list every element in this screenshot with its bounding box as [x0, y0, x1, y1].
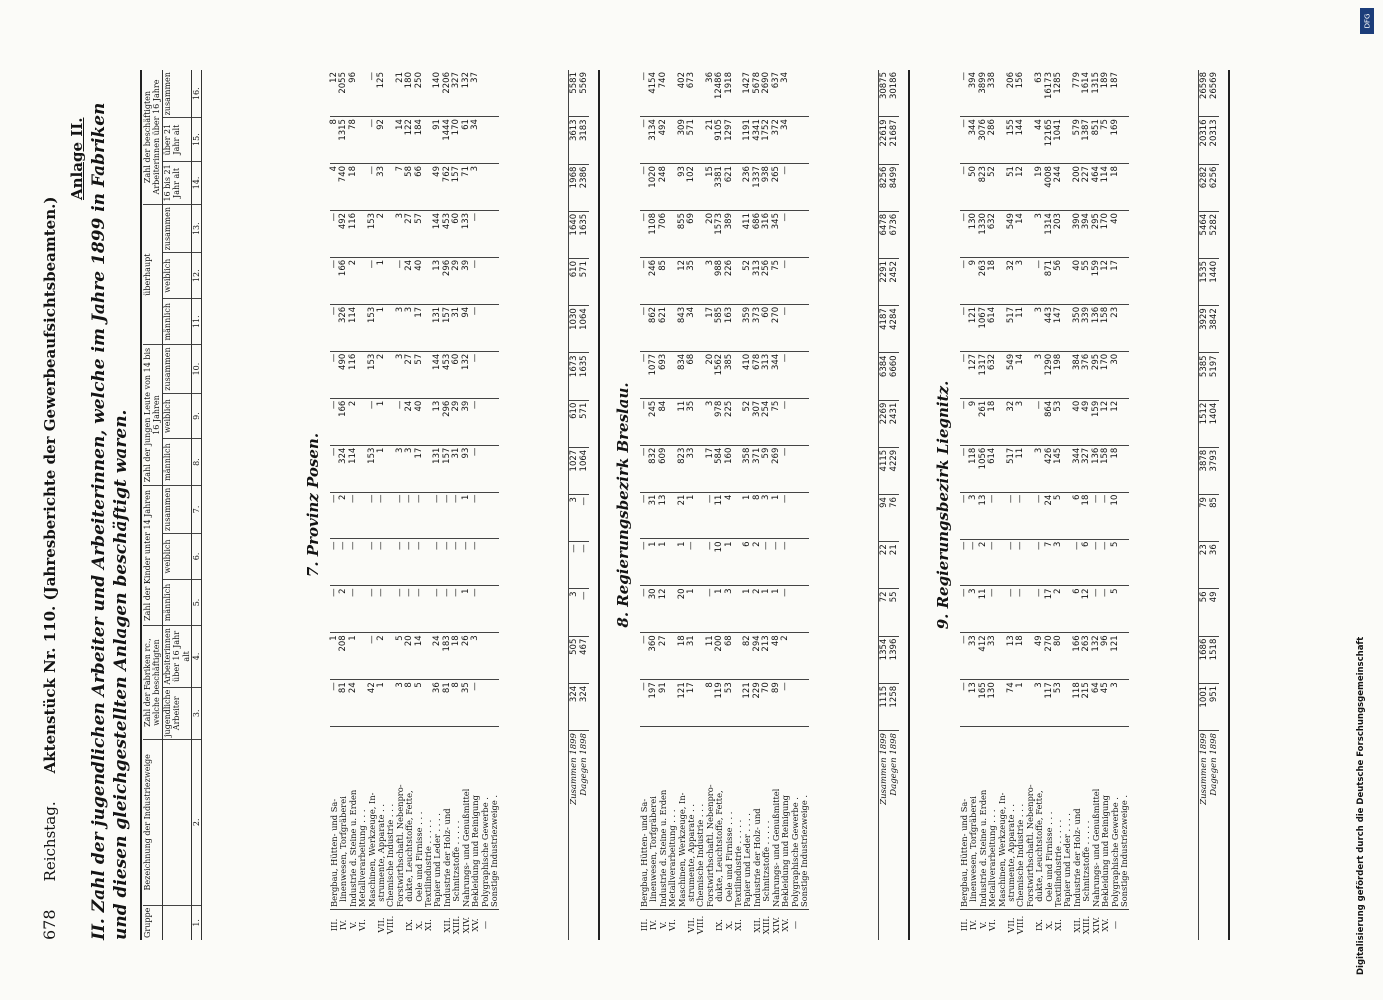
- totals-value: 3842: [1209, 306, 1219, 353]
- totals-value: 72: [879, 589, 890, 636]
- totals-value: 1115: [879, 683, 890, 730]
- hdr-gruppe: Gruppe: [143, 905, 162, 940]
- totals-label: Zusammen 1899: [879, 733, 889, 805]
- value-column: — 9 263 18 32 3 — 871 56 40 55 159 12 17: [960, 257, 1129, 304]
- totals-value: 571: [579, 400, 589, 447]
- totals-value: 22619: [879, 117, 890, 164]
- totals-value: 8499: [889, 164, 899, 211]
- totals-value: 2291: [879, 259, 890, 306]
- value-column: — 2 — — — — — — — — — 1 —: [330, 586, 499, 633]
- totals-value: 1635: [579, 211, 589, 258]
- value-column: — 121 1067 614 517 11 3 443 147 350 339 136 158 23: [960, 304, 1129, 351]
- totals-value: 1512: [1199, 400, 1210, 447]
- totals-label: Zusammen 1899: [1199, 733, 1209, 805]
- header-left: Reichstag.: [41, 801, 59, 882]
- totals-value: 3: [569, 589, 580, 636]
- totals-value: 467: [579, 636, 589, 683]
- hdr-bezeichnung: Bezeichnung der Industriezweige: [143, 739, 162, 905]
- value-column: — 4154 740 402 673 36 12486 1918 1427 5678 2690 637 34: [640, 70, 809, 117]
- totals-value: 1673: [569, 353, 580, 400]
- totals-value: 20313: [1209, 117, 1219, 164]
- table-header: [143, 70, 202, 940]
- value-column: — 394 3899 338 206 156 63 16173 1285 779 1614 1315 189 187: [960, 70, 1129, 117]
- totals-value: 2452: [889, 259, 899, 306]
- totals-value: 3613: [569, 117, 580, 164]
- column-number: 5.: [192, 579, 202, 625]
- totals-value: 6736: [889, 211, 899, 258]
- totals-value: —: [579, 495, 589, 542]
- hdr-sub-z: zusammen: [162, 70, 191, 118]
- totals-value: 94: [879, 495, 890, 542]
- value-column: — — 2 — — — — 7 3 — 6 — — 5: [960, 539, 1129, 586]
- totals-value: 324: [569, 683, 580, 730]
- totals-value: 5282: [1209, 211, 1219, 258]
- hdr-arbeiterinnen-16: Arbeiterinnen über 16 Jahr alt: [162, 626, 191, 688]
- totals-row: [1199, 70, 1210, 940]
- value-column: — 31 13 21 1 — 11 4 1 8 3 1 —: [640, 492, 809, 539]
- totals-value: 1030: [569, 306, 580, 353]
- hdr-sub-m: männlich: [162, 439, 191, 485]
- totals-value: 2386: [579, 164, 589, 211]
- group-numerals: III. IV. V. VI. VII. VIII. IX. X. XI. XII. XIII. XIV. XV. —: [639, 915, 800, 935]
- column-number: 16.: [192, 70, 202, 118]
- column-number: 3.: [192, 687, 202, 739]
- column-number: 9.: [192, 393, 202, 439]
- totals-row: [889, 70, 899, 940]
- table-row: [960, 70, 1129, 940]
- totals-value: 3: [569, 495, 580, 542]
- industry-labels: Bergbau, Hütten- und Sa- linenwesen, Torfgräberei Industrie d. Steine u. Erden Metallverarbeitung . . . Maschinen, Werkzeuge, In- strumente, Apparate . . Chemische Industrie . . . Forstwirthschaftl. Nebenpro- dukte, Leuchtstoffe, Fette, Oele und Firnisse . . . Textilindustrie . . . . . Papier und Leder . . . . Industrie der Holz- und Schnitzstoffe . . . . . Nahrungs- und Genußmittel Bekleidung und Reinigung Polygraphische Gewerbe . Sonstige Industriezweige .: [640, 727, 809, 910]
- totals-value: 1354: [879, 636, 890, 683]
- hdr-sub-z: zusammen: [162, 205, 191, 253]
- hdr-sub-16-21: 16 bis 21 Jahr alt: [162, 161, 191, 204]
- value-column: — 324 114 153 1 3 3 17 131 157 31 93 —: [330, 445, 499, 492]
- hdr-jugendliche: jugendliche Arbeiter: [162, 687, 191, 739]
- totals-value: 6384: [879, 353, 890, 400]
- value-column: — 246 85 12 35 3 988 226 52 313 256 75 —: [640, 257, 809, 304]
- totals-label: Dagegen 1898: [579, 733, 589, 796]
- totals-value: 79: [1199, 495, 1210, 542]
- value-column: — 1077 693 834 68 20 1562 385 410 678 313 344 —: [640, 351, 809, 398]
- totals-value: 6660: [889, 353, 899, 400]
- value-column: — 81 24 42 1 3 8 5 36 81 8 35 —: [330, 680, 499, 727]
- hdr-sub-m: männlich: [162, 579, 191, 625]
- totals-value: 1396: [889, 636, 899, 683]
- value-column: — 30 12 20 1 — 1 3 1 2 1 1 —: [640, 586, 809, 633]
- value-column: — 360 27 18 31 11 200 68 82 294 213 48 2: [640, 633, 809, 680]
- totals-row: [569, 70, 580, 940]
- totals-value: 505: [569, 636, 580, 683]
- value-column: — 492 116 153 2 3 27 57 144 453 60 133 —: [330, 210, 499, 257]
- totals-value: 3183: [579, 117, 589, 164]
- section-table: [330, 70, 499, 940]
- value-column: 12 2055 96 — 125 21 180 250 140 2206 327 132 37: [330, 70, 499, 117]
- hdr-arbeiterinnen: Zahl der beschäftigten Arbeiterinnen über 16 Jahre: [143, 70, 162, 205]
- hdr-kinder: Zahl der Kinder unter 14 Jahren: [143, 485, 162, 625]
- totals-value: 76: [889, 495, 899, 542]
- totals-table: [568, 70, 589, 940]
- value-column: 4 740 18 — 33 7 58 66 49 762 157 71 3: [330, 163, 499, 210]
- totals-value: 610: [569, 259, 580, 306]
- totals-value: 30875: [879, 70, 890, 117]
- table-top-rule: [140, 70, 142, 940]
- section-bottom-rule: [598, 70, 600, 940]
- totals-table: [1198, 70, 1219, 940]
- value-column: — 3 11 — — — — 17 2 6 12 — — 5: [960, 586, 1129, 633]
- digitization-text: Digitalisierung gefördert durch die Deutsche Forschungsgemeinschaft: [1356, 636, 1366, 975]
- hdr-sub-w: weiblich: [162, 393, 191, 439]
- value-column: — 50 823 52 51 12 19 4008 244 200 227 464 114 18: [960, 164, 1129, 211]
- totals-value: 26569: [1209, 70, 1219, 117]
- value-column: — 862 621 843 34 17 585 163 359 373 60 270 —: [640, 304, 809, 351]
- totals-value: 1968: [569, 164, 580, 211]
- totals-value: —: [579, 542, 589, 589]
- page-number: 678: [40, 909, 59, 940]
- section-bottom-rule: [1228, 70, 1230, 940]
- totals-value: 1635: [579, 353, 589, 400]
- totals-value: 4187: [879, 306, 890, 353]
- value-column: 1 208 1 — 2 5 20 14 24 183 18 26 3: [330, 633, 499, 680]
- totals-value: 6282: [1199, 164, 1210, 211]
- totals-value: 8256: [879, 164, 890, 211]
- totals-value: 1027: [569, 447, 580, 494]
- section-bottom-rule: [908, 70, 910, 940]
- value-column: — 344 3076 286 155 144 44 12165 1041 579 1387 851 75 169: [960, 117, 1129, 164]
- totals-value: 1404: [1209, 400, 1219, 447]
- totals-value: 1440: [1209, 259, 1219, 306]
- totals-value: 5385: [1199, 353, 1210, 400]
- value-column: — 1020 248 93 102 15 3381 621 236 1337 938 265 —: [640, 164, 809, 211]
- table-row: [640, 70, 809, 940]
- value-column: — 130 1330 632 549 14 3 1314 203 390 394 295 170 40: [960, 211, 1129, 258]
- hdr-sub-z: zusammen: [162, 345, 191, 393]
- totals-value: 6478: [879, 211, 890, 258]
- hdr-sub-m: männlich: [162, 299, 191, 345]
- totals-value: 1001: [1199, 683, 1210, 730]
- header-center: Aktenstück Nr. 110. (Jahresberichte der Gewerbeaufsichtsbeamten.): [41, 196, 59, 774]
- totals-value: 22: [879, 542, 890, 589]
- section-table: [640, 70, 809, 940]
- section-title: 9. Regierungsbezirk Liegnitz.: [934, 380, 952, 630]
- rotated-document-page: [0, 10, 1350, 1000]
- column-number: 8.: [192, 439, 202, 485]
- hdr-fabriken: Zahl der Fabriken rc., welche beschäftigten: [143, 626, 162, 740]
- totals-value: 324: [579, 683, 589, 730]
- value-column: — 13 165 130 74 1 3 117 53 118 215 64 45 3: [960, 680, 1129, 727]
- totals-value: 3929: [1199, 306, 1210, 353]
- column-number: 12.: [192, 253, 202, 299]
- totals-value: 85: [1209, 495, 1219, 542]
- value-column: — 3134 492 309 571 21 9105 1297 1191 4341 1752 372 34: [640, 117, 809, 164]
- column-number: 4.: [192, 626, 202, 688]
- totals-value: 610: [569, 400, 580, 447]
- hdr-sub-w: weiblich: [162, 253, 191, 299]
- hdr-sub-w: weiblich: [162, 534, 191, 580]
- totals-value: 5581: [569, 70, 580, 117]
- section-title: 8. Regierungsbezirk Breslau.: [614, 382, 632, 628]
- totals-value: 4284: [889, 306, 899, 353]
- value-column: — 127 1317 632 549 14 3 1290 198 384 376 295 170 30: [960, 351, 1129, 398]
- totals-value: 49: [1209, 589, 1219, 636]
- totals-value: 571: [579, 259, 589, 306]
- group-numerals: III. IV. V. VI. VII. VIII. IX. X. XI. XII. XIII. XIV. XV. —: [329, 915, 490, 935]
- totals-value: 3878: [1199, 447, 1210, 494]
- totals-value: 1640: [569, 211, 580, 258]
- totals-value: 20316: [1199, 117, 1210, 164]
- totals-value: 1518: [1209, 636, 1219, 683]
- value-column: — 326 114 153 1 3 3 17 131 157 31 94 —: [330, 304, 499, 351]
- totals-value: 5197: [1209, 353, 1219, 400]
- totals-value: 55: [889, 589, 899, 636]
- totals-value: 3793: [1209, 447, 1219, 494]
- totals-value: 21: [889, 542, 899, 589]
- totals-value: 1064: [579, 306, 589, 353]
- totals-value: 36: [1209, 542, 1219, 589]
- totals-value: 26598: [1199, 70, 1210, 117]
- totals-table: [878, 70, 899, 940]
- running-header: [40, 90, 59, 940]
- totals-label: Dagegen 1898: [1209, 733, 1219, 796]
- value-column: — 1108 706 855 69 20 1573 389 411 686 316 345 —: [640, 211, 809, 258]
- totals-value: 6256: [1209, 164, 1219, 211]
- value-column: — 3 13 — — — — 24 5 6 18 — — 10: [960, 492, 1129, 539]
- hdr-junge-leute: Zahl der jungen Leute von 14 bis 16 Jahren: [143, 345, 162, 485]
- totals-value: 30186: [889, 70, 899, 117]
- column-number: 6.: [192, 534, 202, 580]
- column-number: 11.: [192, 299, 202, 345]
- column-number: 14.: [192, 161, 202, 204]
- totals-value: 5464: [1199, 211, 1210, 258]
- value-column: — 166 2 — 1 — 24 40 13 296 29 39 —: [330, 257, 499, 304]
- column-number: 7.: [192, 485, 202, 533]
- value-column: — 832 609 823 33 17 584 160 358 371 59 269 —: [640, 445, 809, 492]
- totals-row: [579, 70, 589, 940]
- hdr-ueberhaupt: überhaupt: [143, 205, 162, 345]
- totals-value: 1686: [1199, 636, 1210, 683]
- totals-value: 1258: [889, 683, 899, 730]
- value-column: — 197 91 121 17 8 119 53 121 229 70 89 —: [640, 680, 809, 727]
- section-table: [960, 70, 1129, 940]
- industry-labels: Bergbau, Hütten- und Sa- linenwesen, Torfgräberei Industrie d. Steine u. Erden Metallverarbeitung . . . Maschinen, Werkzeuge, In- strumente, Apparate . . Chemische Industrie . . . Forstwirthschaftl. Nebenpro- dukte, Leuchtstoffe, Fette, Oele und Firnisse . . . Textilindustrie . . . . . Papier und Leder . . . . Industrie der Holz- und Schnitzstoffe . . . . . Nahrungs- und Genußmittel Bekleidung und Reinigung Polygraphische Gewerbe . Sonstige Industriezweige .: [330, 727, 499, 910]
- industry-labels: Bergbau, Hütten- und Sa- linenwesen, Torfgräberei Industrie d. Steine u. Erden Metallverarbeitung . . . Maschinen, Werkzeuge, In- strumente, Apparate . . Chemische Industrie . . . Forstwirthschaftl. Nebenpro- dukte, Leuchtstoffe, Fette, Oele und Firnisse . . . Textilindustrie . . . . . Papier und Leder . . . . Industrie der Holz- und Schnitzstoffe . . . . . Nahrungs- und Genußmittel Bekleidung und Reinigung Polygraphische Gewerbe . Sonstige Industriezweige .: [960, 727, 1129, 910]
- column-number-row: [192, 70, 202, 940]
- hdr-sub-z: zusammen: [162, 485, 191, 533]
- totals-label: Dagegen 1898: [889, 733, 899, 796]
- totals-value: 951: [1209, 683, 1219, 730]
- value-column: — 33 412 33 13 18 49 270 80 166 263 132 96 121: [960, 633, 1129, 680]
- value-column: — 118 1056 614 517 11 3 426 145 344 327 136 158 18: [960, 445, 1129, 492]
- column-number: 1.: [192, 905, 202, 940]
- table-row: [330, 70, 499, 940]
- dfg-badge-text: DFG: [1363, 13, 1371, 29]
- value-column: — 9 261 18 32 3 — 864 53 40 49 159 12 12: [960, 398, 1129, 445]
- totals-value: 2269: [879, 400, 890, 447]
- section-title: 7. Provinz Posen.: [304, 432, 322, 578]
- document-title: II. Zahl der jugendlichen Arbeiter und Arbeiterinnen, welche im Jahre 1899 in Fabriken und diesen gleichgestellten Anlagen beschäftigt waren.: [89, 102, 131, 940]
- annex-label: Anlage II.: [68, 117, 86, 200]
- group-numerals: III. IV. V. VI. VII. VIII. IX. X. XI. XII. XIII. XIV. XV. —: [959, 915, 1120, 935]
- totals-row: [879, 70, 890, 940]
- value-column: 8 1315 78 — 92 14 122 184 91 1444 170 61 34: [330, 117, 499, 164]
- totals-value: 4115: [879, 447, 890, 494]
- value-column: — 2 — — — — — — — — — 1 —: [330, 492, 499, 539]
- totals-value: 2431: [889, 400, 899, 447]
- totals-value: 1064: [579, 447, 589, 494]
- totals-value: —: [579, 589, 589, 636]
- column-number: 2.: [192, 739, 202, 905]
- totals-value: 4229: [889, 447, 899, 494]
- totals-value: —: [569, 542, 580, 589]
- value-column: — — — — — — — — — — — — —: [330, 539, 499, 586]
- hdr-sub-21: über 21 Jahr alt: [162, 118, 191, 161]
- totals-value: 56: [1199, 589, 1210, 636]
- digitization-note: [1352, 15, 1370, 985]
- value-column: — 166 2 — 1 — 24 40 13 296 29 39 —: [330, 398, 499, 445]
- totals-label: Zusammen 1899: [569, 733, 579, 805]
- totals-value: 23: [1199, 542, 1210, 589]
- totals-value: 21687: [889, 117, 899, 164]
- totals-value: 5569: [579, 70, 589, 117]
- value-column: — 490 116 153 2 3 27 57 144 453 60 132 —: [330, 351, 499, 398]
- totals-value: 1535: [1199, 259, 1210, 306]
- totals-row: [1209, 70, 1219, 940]
- column-number: 10.: [192, 345, 202, 393]
- value-column: — 1 1 1 — — 10 1 6 2 — — —: [640, 539, 809, 586]
- column-number: 13.: [192, 205, 202, 253]
- value-column: — 245 84 11 35 3 978 225 52 307 254 75 —: [640, 398, 809, 445]
- column-number: 15.: [192, 118, 202, 161]
